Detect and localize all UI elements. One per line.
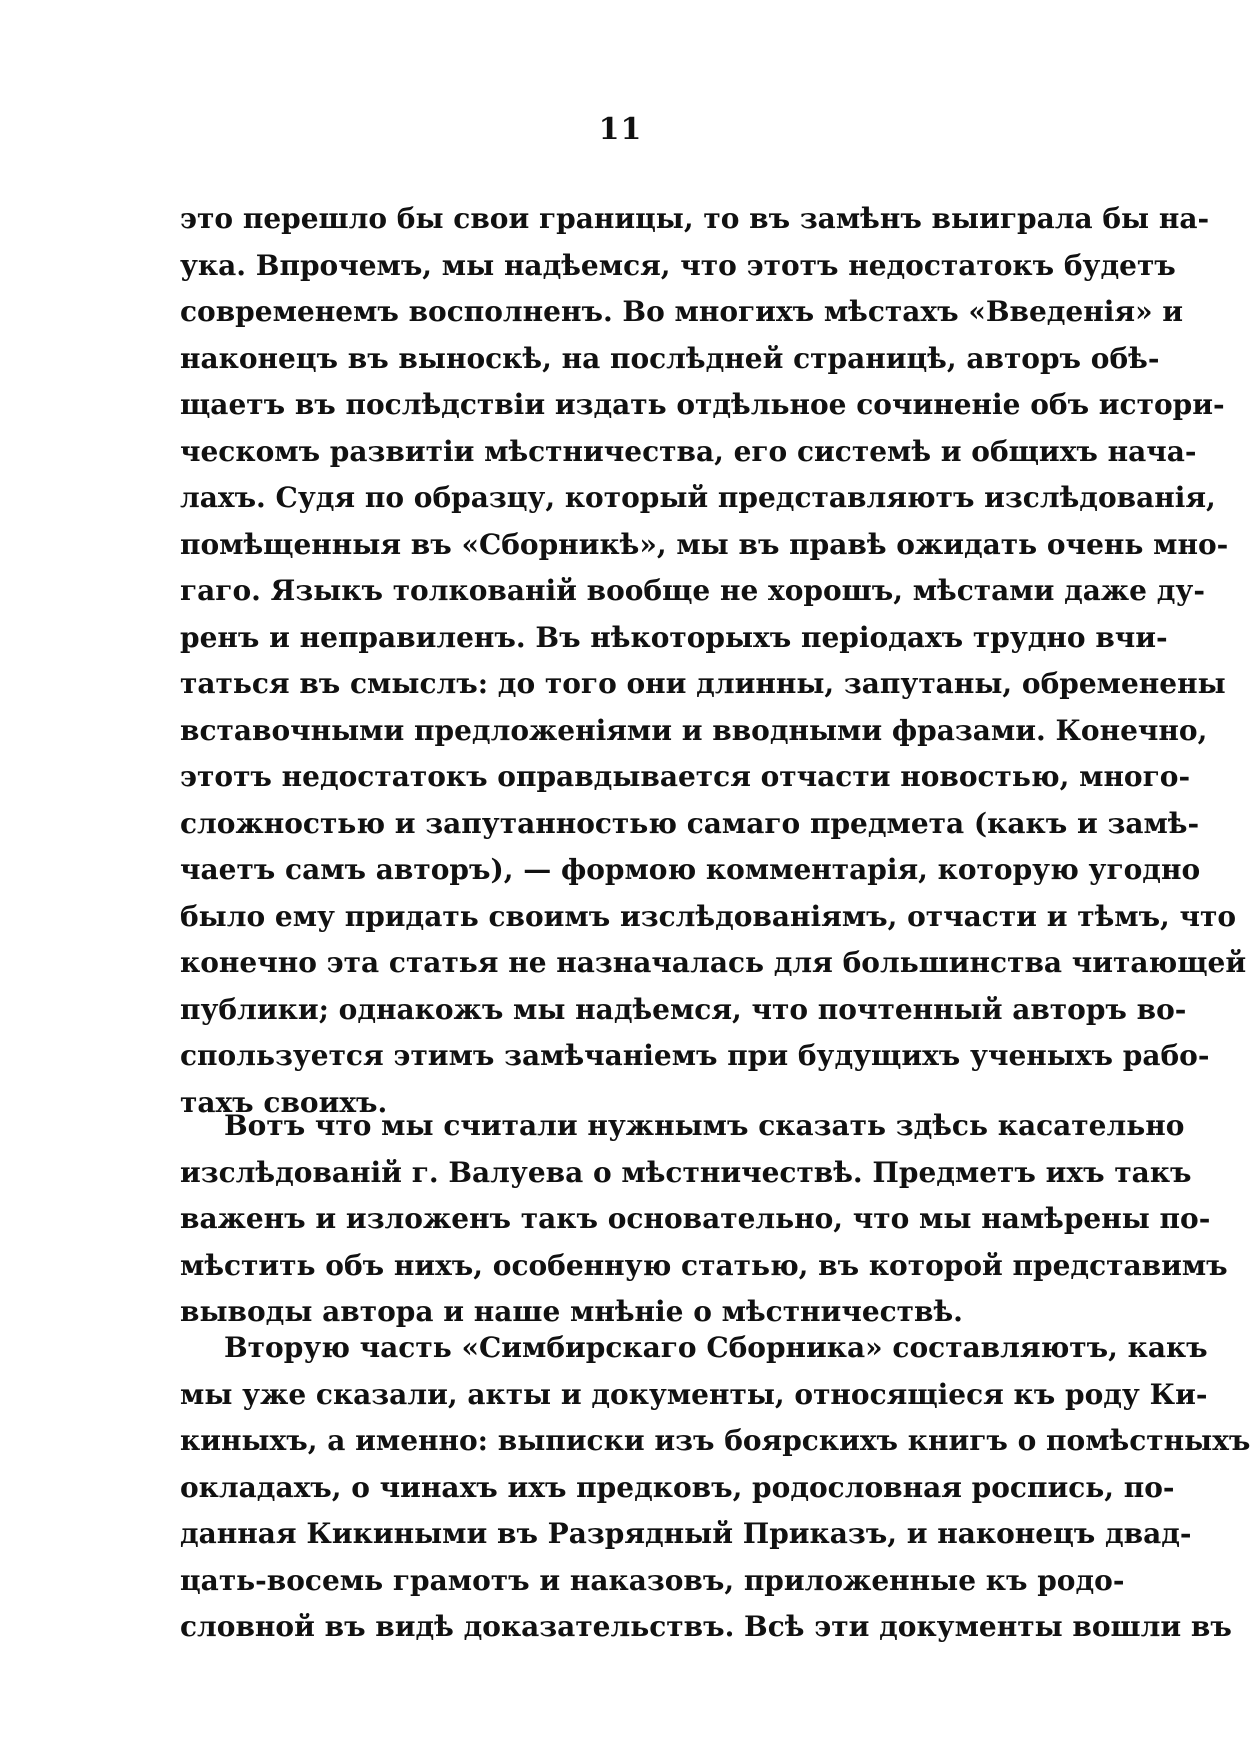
text-line: этотъ недостатокъ оправдывается отчасти новостью, много- <box>180 760 1191 793</box>
text-line: наконецъ въ выноскѣ, на послѣдней страницѣ, авторъ обѣ- <box>180 341 1160 375</box>
text-line: киныхъ, а именно: выписки изъ боярскихъ книгъ о помѣстныхъ <box>180 1424 1250 1457</box>
text-line: мѣстить объ нихъ, особенную статью, въ которой представимъ <box>180 1248 1228 1282</box>
text-line: цать-восемь грамотъ и наказовъ, приложенные къ родо- <box>180 1563 1125 1597</box>
text-line: Вторую часть «Симбирскаго Сборника» составляютъ, какъ <box>224 1331 1208 1364</box>
text-line: конечно эта статья не назначалась для большинства читающей <box>180 946 1247 979</box>
text-line: тахъ своихъ. <box>180 1085 388 1119</box>
text-line: ренъ и неправиленъ. Въ нѣкоторыхъ періодахъ трудно вчи- <box>180 620 1168 654</box>
text-line: изслѣдованій г. Валуева о мѣстничествѣ. Предметъ ихъ такъ <box>180 1155 1192 1189</box>
text-line: публики; однакожъ мы надѣемся, что почтенный авторъ во- <box>180 992 1187 1026</box>
text-line: было ему придать своимъ изслѣдованіямъ, отчасти и тѣмъ, что <box>180 899 1237 933</box>
text-line: лахъ. Судя по образцу, который представляютъ изслѣдованія, <box>180 481 1216 514</box>
text-line: чаетъ самъ авторъ), — формою комментарія, которую угодно <box>180 853 1201 886</box>
paragraph-3 <box>180 1325 1250 1651</box>
text-line: выводы автора и наше мнѣніе о мѣстничествѣ. <box>180 1295 963 1328</box>
text-line: важенъ и изложенъ такъ основательно, что мы намѣрены по- <box>180 1202 1211 1235</box>
text-line: вставочными предложеніями и вводными фразами. Конечно, <box>180 713 1208 747</box>
text-line: спользуется этимъ замѣчаніемъ при будущихъ ученыхъ рабо- <box>180 1039 1210 1072</box>
text-line: современемъ восполненъ. Во многихъ мѣстахъ «Введенія» и <box>180 295 1184 328</box>
text-line: щаетъ въ послѣдствіи издать отдѣльное сочиненіе объ истори- <box>180 388 1225 421</box>
text-line: сложностью и запутанностью самаго предмета (какъ и замѣ- <box>180 806 1200 840</box>
text-line: окладахъ, о чинахъ ихъ предковъ, родословная роспись, по- <box>180 1470 1175 1504</box>
text-line: ука. Впрочемъ, мы надѣемся, что этотъ недостатокъ будетъ <box>180 248 1176 282</box>
text-line: помѣщенныя въ «Сборникѣ», мы въ правѣ ожидать очень мно- <box>180 527 1229 561</box>
text-line: мы уже сказали, акты и документы, относящіеся къ роду Ки- <box>180 1377 1208 1411</box>
text-line: данная Кикиными въ Разрядный Приказъ, и наконецъ двад- <box>180 1517 1192 1550</box>
page-number: 11 <box>598 112 643 147</box>
text-line: словной въ видѣ доказательствъ. Всѣ эти документы вошли въ <box>180 1610 1232 1643</box>
text-line: ческомъ развитіи мѣстничества, его системѣ и общихъ нача- <box>180 434 1197 468</box>
paragraph-2 <box>180 1103 1228 1336</box>
text-line: гаго. Языкъ толкованій вообще не хорошъ, мѣстами даже ду- <box>180 574 1205 607</box>
text-line: Вотъ что мы считали нужнымъ сказать здѣсь касательно <box>224 1109 1185 1142</box>
text-line: это перешло бы свои границы, то въ замѣнъ выиграла бы на- <box>180 202 1210 235</box>
text-line: таться въ смыслъ: до того они длинны, запутаны, обременены <box>180 667 1226 700</box>
